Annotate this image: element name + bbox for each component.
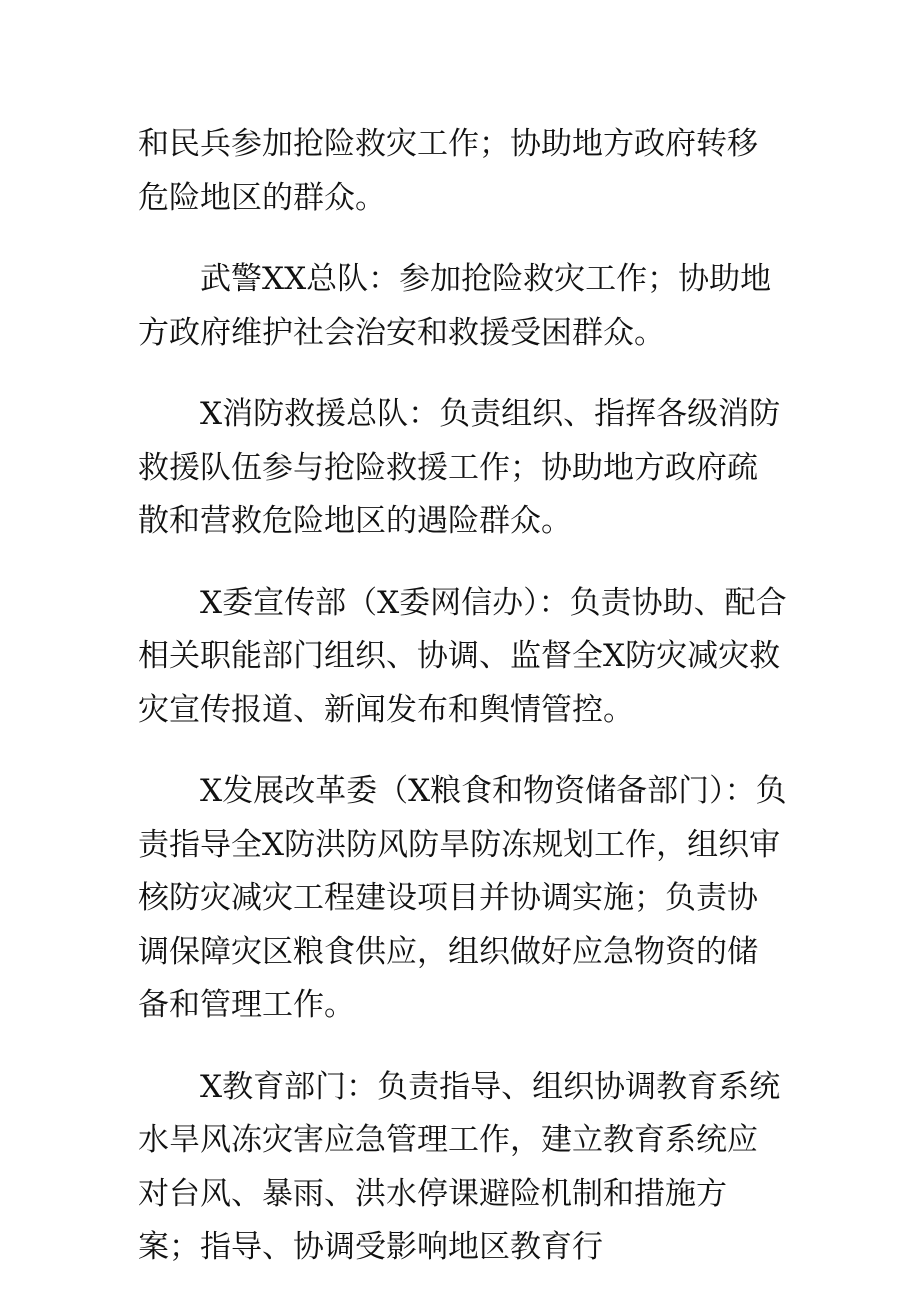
paragraph-6: X教育部门：负责指导、组织协调教育系统水旱风冻灾害应急管理工作，建立教育系统应对台风、暴雨、洪水停课避险机制和措施方案；指导、协调受影响地区教育行 — [138, 1068, 781, 1265]
paragraph-4: X委宣传部（X委网信办）：负责协助、配合相关职能部门组织、协调、监督全X防灾减灾救灾宣传报道、新闻发布和舆情管控。 — [138, 584, 787, 728]
paragraph-1: 和民兵参加抢险救灾工作；协助地方政府转移危险地区的群众。 — [138, 126, 758, 216]
document-body — [138, 118, 788, 1303]
paragraph-3: X消防救援总队：负责组织、指挥各级消防救援队伍参与抢险救援工作；协助地方政府疏散和营救危险地区的遇险群众。 — [138, 396, 781, 539]
paragraph-5: X发展改革委（X粮食和物资储备部门）：负责指导全X防洪防风防旱防冻规划工作，组织审核防灾减灾工程建设项目并协调实施；负责协调保障灾区粮食供应，组织做好应急物资的储备和管理工作。 — [138, 773, 787, 1023]
paragraph-2: 武警XX总队：参加抢险救灾工作；协助地方政府维护社会治安和救援受困群众。 — [138, 261, 772, 351]
